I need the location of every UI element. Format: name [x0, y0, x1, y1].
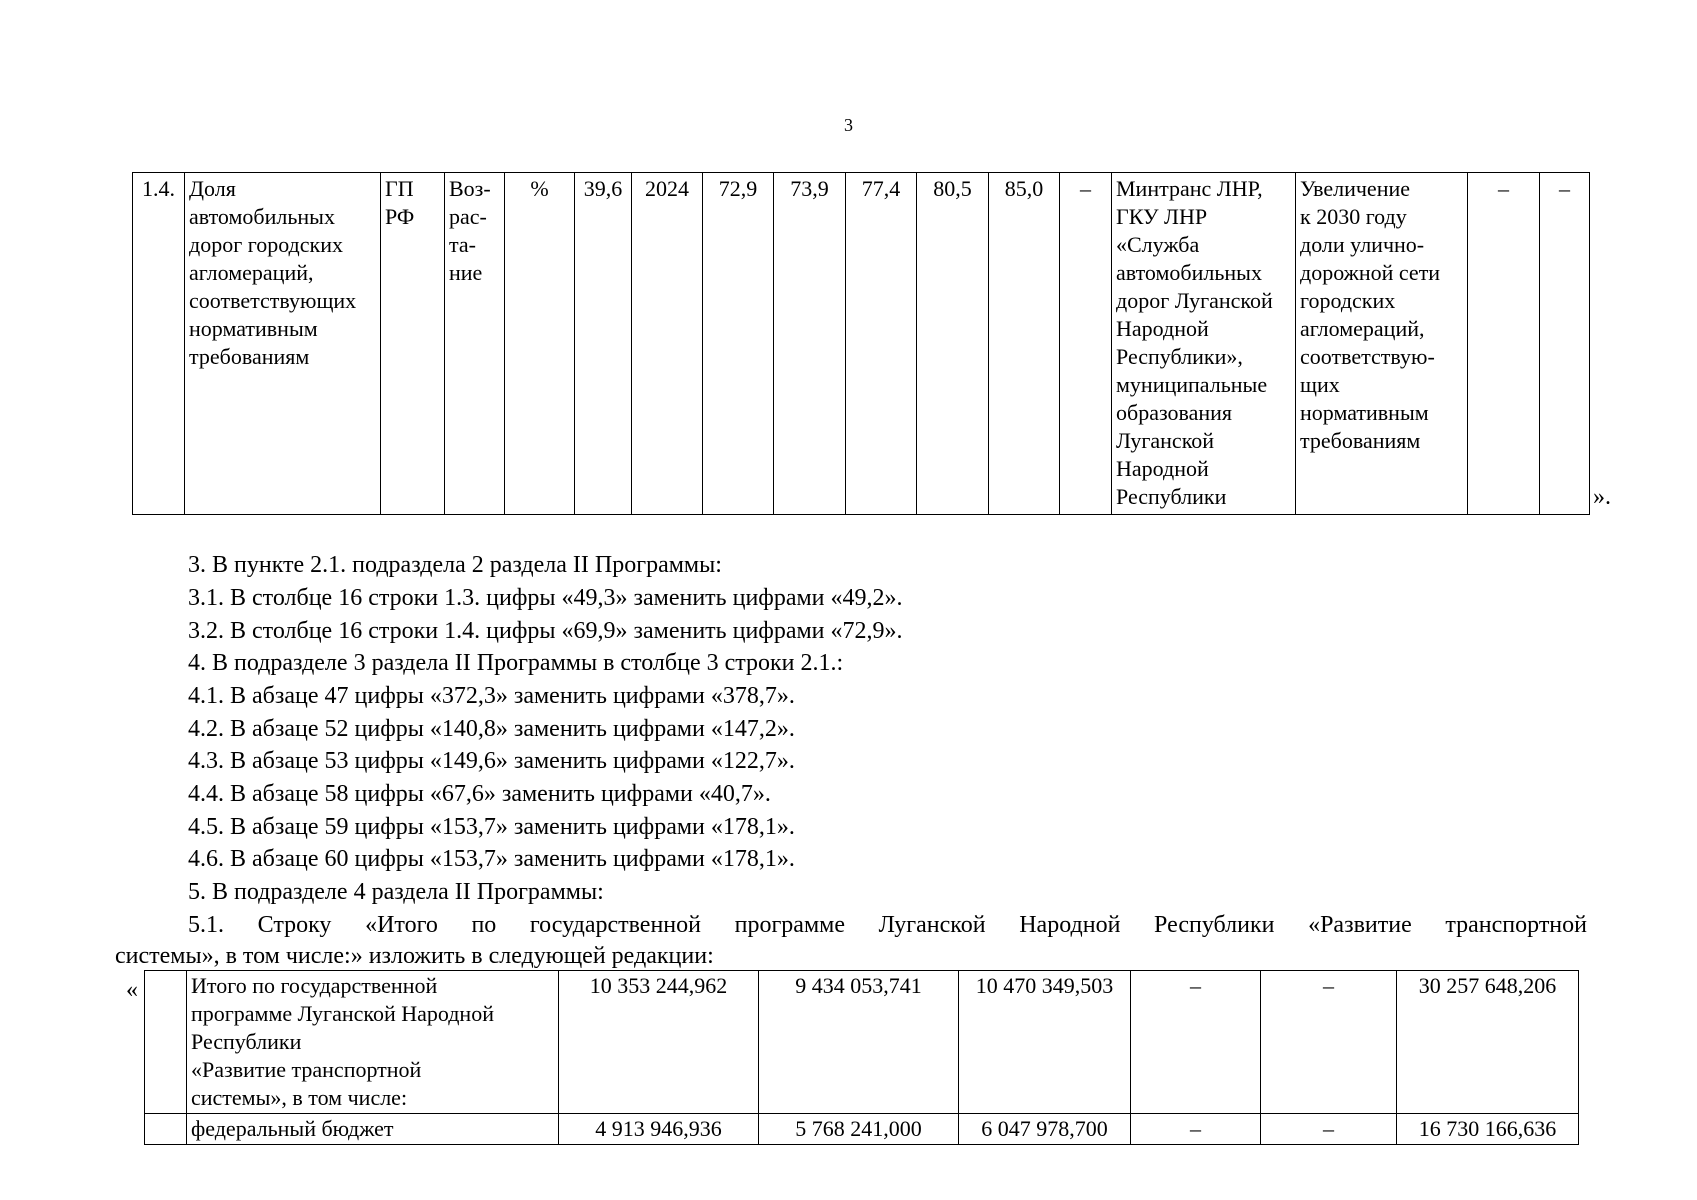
table-row: [145, 971, 1579, 1114]
paragraph: 4.6. В абзаце 60 цифры «153,7» заменить цифрами «178,1».: [188, 846, 795, 872]
paragraph: 4.3. В абзаце 53 цифры «149,6» заменить цифрами «122,7».: [188, 748, 795, 774]
base-year-cell: 2024: [632, 173, 703, 515]
paragraph: 3. В пункте 2.1. подраздела 2 раздела II Программы:: [188, 552, 722, 578]
table-row: [133, 173, 1590, 515]
value-cell: 4 913 946,936: [559, 1114, 759, 1145]
paragraph: 5. В подразделе 4 раздела II Программы:: [188, 879, 604, 905]
value-cell: –: [1261, 1114, 1397, 1145]
table-row: [145, 1114, 1579, 1145]
indicator-table: [132, 172, 1590, 515]
value-cell: –: [1131, 1114, 1261, 1145]
indicator-name: Доля автомобильных дорог городских агломераций, соответствующих нормативным требованиям: [185, 173, 381, 515]
value-cell: 9 434 053,741: [759, 971, 959, 1114]
paragraph: 3.2. В столбце 16 строки 1.4. цифры «69,9» заменить цифрами «72,9».: [188, 618, 903, 644]
total-cell: 16 730 166,636: [1397, 1114, 1579, 1145]
paragraph-5-1-line2: системы», в том числе:» изложить в следующей редакции:: [115, 943, 714, 969]
paragraph: 3.1. В столбце 16 строки 1.3. цифры «49,3» заменить цифрами «49,2».: [188, 585, 903, 611]
paragraph: 4. В подразделе 3 раздела II Программы в столбце 3 строки 2.1.:: [188, 650, 844, 676]
opening-quote: «: [126, 977, 138, 1003]
row-number: [145, 1114, 187, 1145]
value-cell: 10 353 244,962: [559, 971, 759, 1114]
paragraph: 4.4. В абзаце 58 цифры «67,6» заменить цифрами «40,7».: [188, 781, 771, 807]
closing-quote: ».: [1593, 484, 1611, 510]
result-cell: Увеличение к 2030 году доли улично- дорожной сети городских агломераций, соответствую- щих нормативным требованиям: [1296, 173, 1468, 515]
responsible-cell: Минтранс ЛНР, ГКУ ЛНР «Служба автомобильных дорог Луганской Народной Республики», муниципальные образования Луганской Народной Республики: [1112, 173, 1296, 515]
value-cell: 85,0: [989, 173, 1060, 515]
unit-cell: %: [505, 173, 575, 515]
indicator-level: ГП РФ: [381, 173, 445, 515]
dash-cell: –: [1468, 173, 1540, 515]
value-cell: 80,5: [917, 173, 989, 515]
value-cell: –: [1060, 173, 1112, 515]
paragraph-5-1-line1: 5.1. Строку «Итого по государственной программе Луганской Народной Республики «Развитие транспортной: [188, 912, 1587, 938]
paragraph: 4.1. В абзаце 47 цифры «372,3» заменить цифрами «378,7».: [188, 683, 795, 709]
row-number: [145, 971, 187, 1114]
value-cell: 6 047 978,700: [959, 1114, 1131, 1145]
indicator-trend: Воз- рас- та- ние: [445, 173, 505, 515]
value-cell: –: [1261, 971, 1397, 1114]
funding-table: [144, 970, 1579, 1145]
base-value-cell: 39,6: [575, 173, 632, 515]
paragraph: 4.5. В абзаце 59 цифры «153,7» заменить цифрами «178,1».: [188, 814, 795, 840]
value-cell: 72,9: [703, 173, 774, 515]
row-number: 1.4.: [133, 173, 185, 515]
row-label: Итого по государственной программе Луганской Народной Республики «Развитие транспортной системы», в том числе:: [187, 971, 559, 1114]
paragraph: 4.2. В абзаце 52 цифры «140,8» заменить цифрами «147,2».: [188, 716, 795, 742]
dash-cell: –: [1540, 173, 1590, 515]
total-cell: 30 257 648,206: [1397, 971, 1579, 1114]
value-cell: 5 768 241,000: [759, 1114, 959, 1145]
value-cell: 10 470 349,503: [959, 971, 1131, 1114]
page-number: 3: [844, 115, 853, 135]
value-cell: 77,4: [846, 173, 917, 515]
value-cell: 73,9: [774, 173, 846, 515]
row-label: федеральный бюджет: [187, 1114, 559, 1145]
value-cell: –: [1131, 971, 1261, 1114]
